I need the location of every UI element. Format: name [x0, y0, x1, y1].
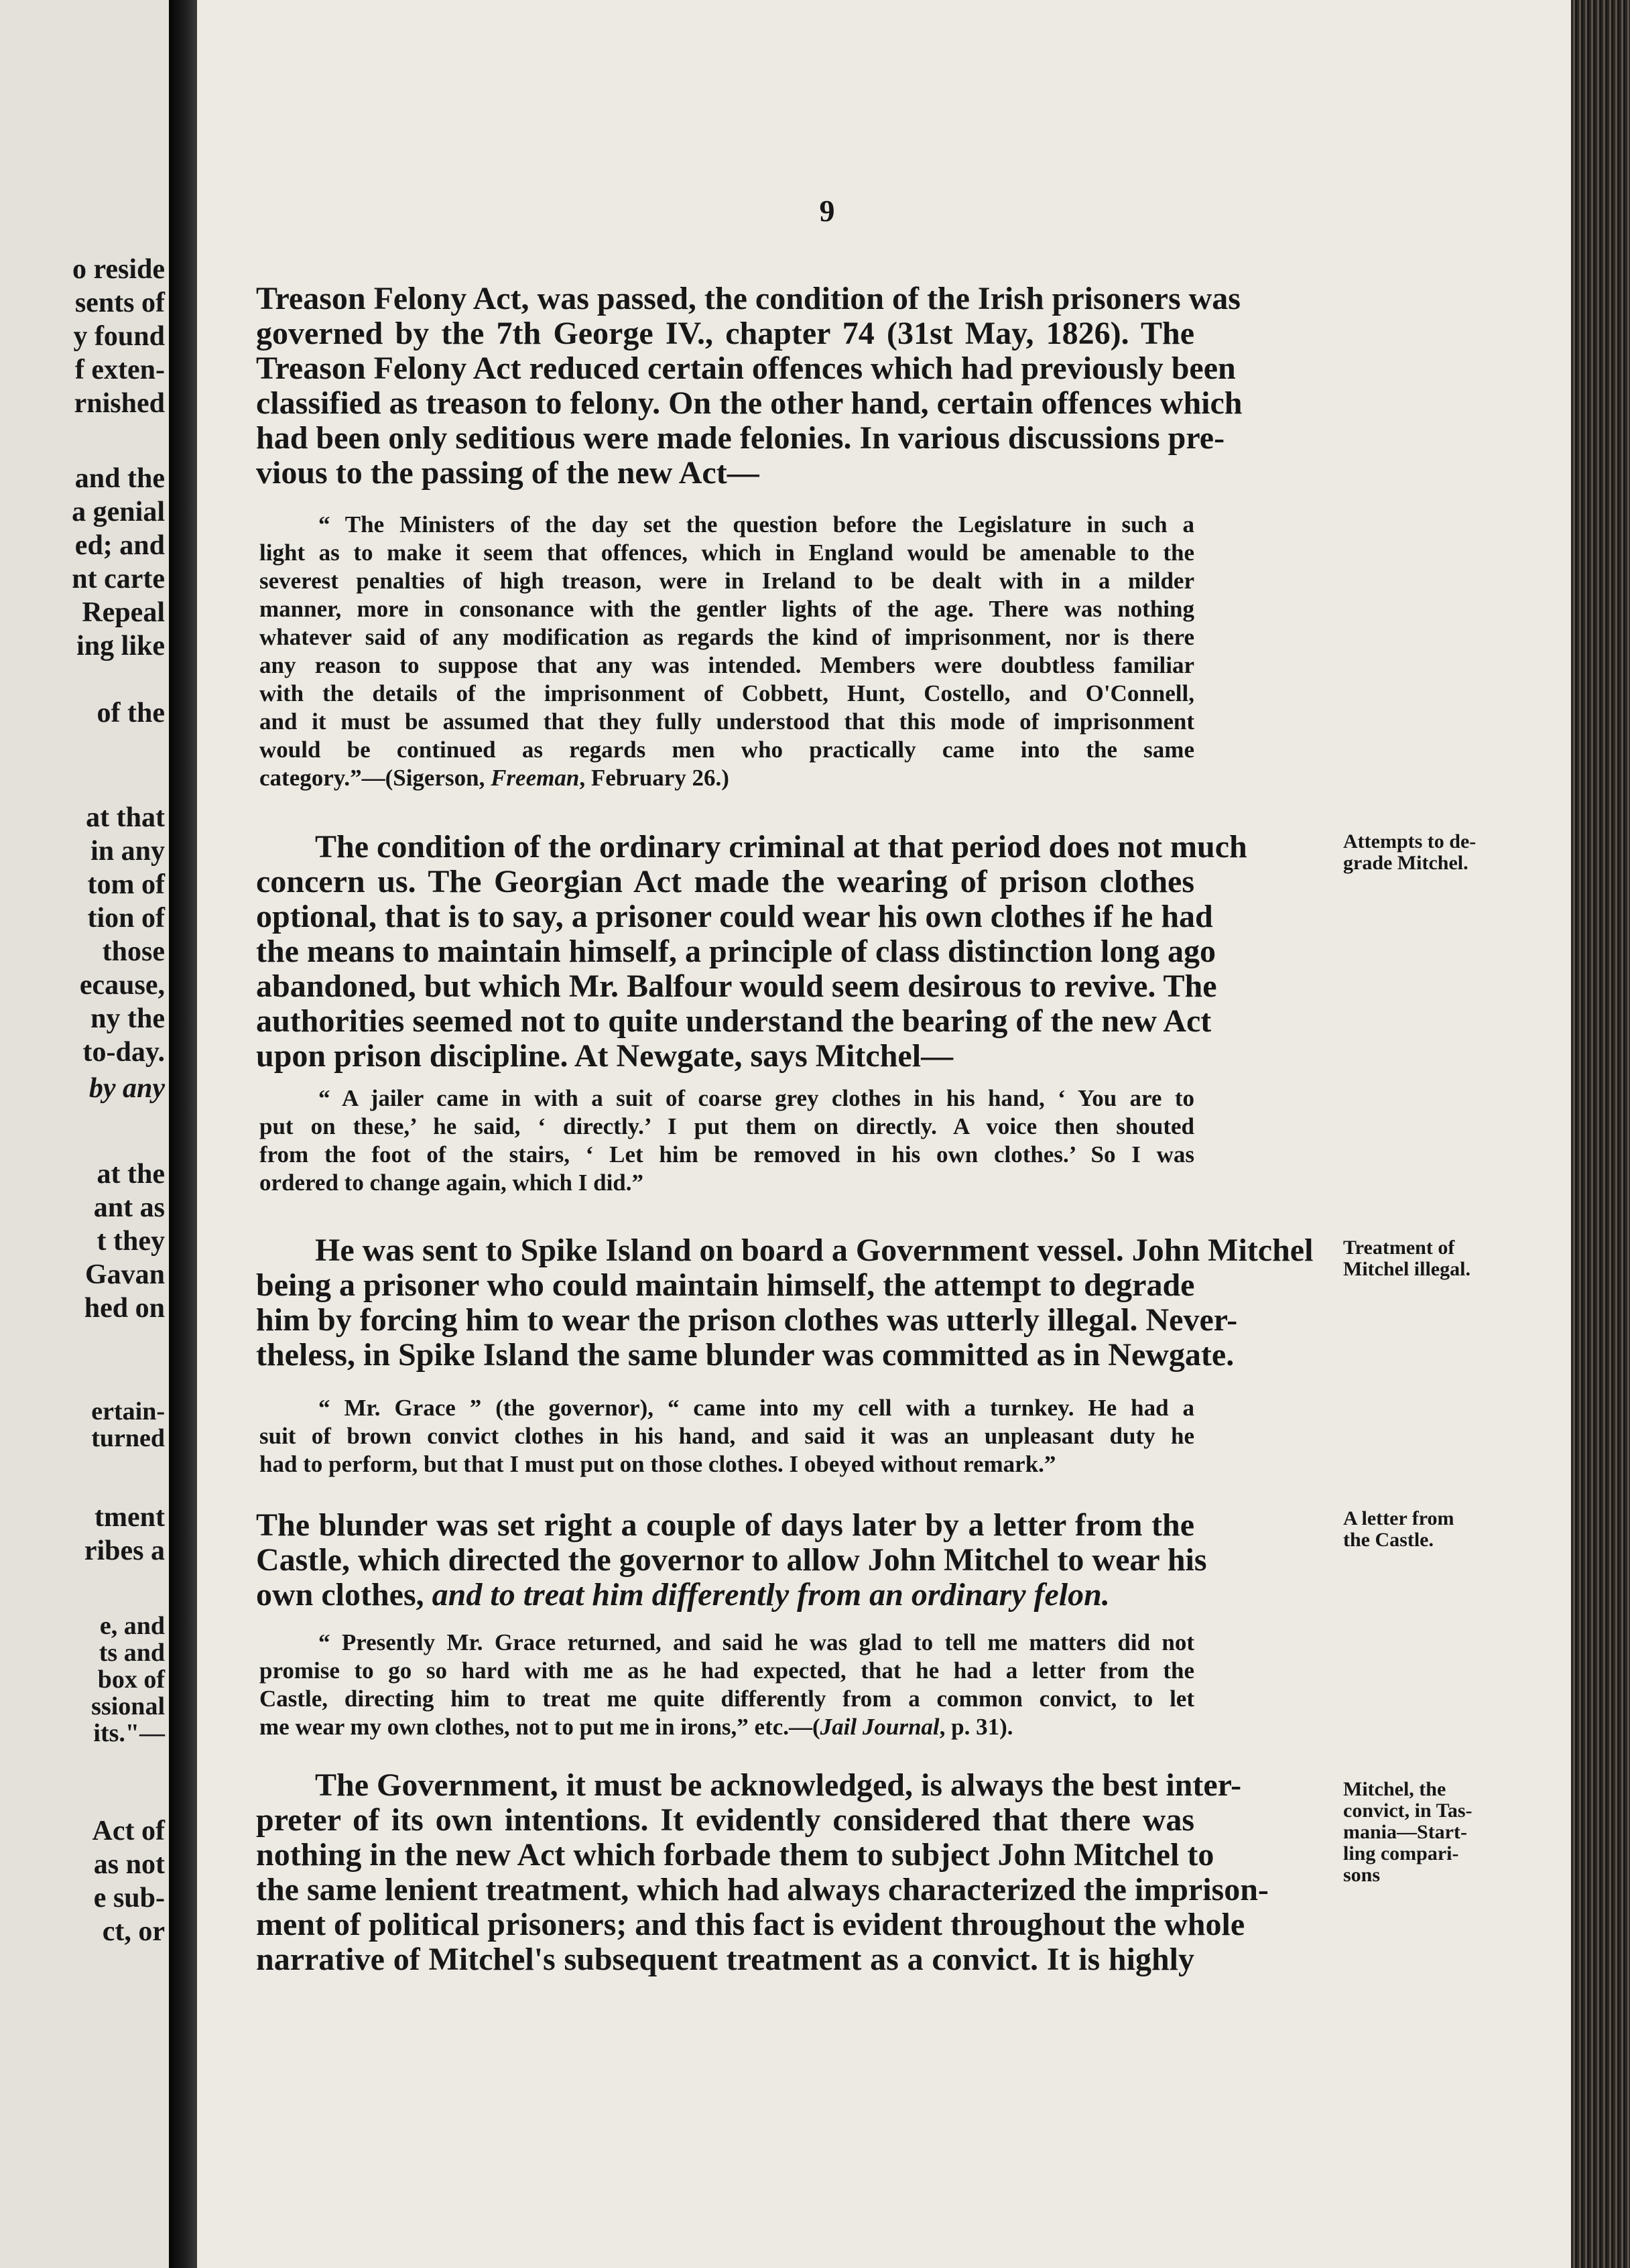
left-page-fragment: of the — [97, 698, 165, 729]
paragraph-line: upon prison discipline. At Newgate, says Mitchel— — [256, 1038, 954, 1074]
left-page-fragment: Gavan — [84, 1259, 165, 1290]
paragraph-line: preter of its own intentions. It evidently considered that there was — [256, 1802, 1194, 1838]
paragraph-line: classified as treason to felony. On the other hand, certain offences which — [256, 385, 1243, 421]
paragraph-line: optional, that is to say, a prisoner could wear his own clothes if he had — [256, 899, 1213, 934]
left-page-fragment: ing like — [76, 631, 165, 662]
quotation-line: me wear my own clothes, not to put me in irons,” etc.—(Jail Journal, p. 31). — [259, 1714, 1013, 1740]
quotation-line: and it must be assumed that they fully understood that this mode of imprisonment — [259, 708, 1194, 735]
quotation-line: put on these,’ he said, ‘ directly.’ I put them on directly. A voice then shouted — [259, 1113, 1194, 1139]
paragraph-line: governed by the 7th George IV., chapter 74 (31st May, 1826). The — [256, 316, 1194, 351]
quotation-line: category.”—(Sigerson, Freeman, February 26.) — [259, 765, 729, 791]
paragraph-line: ment of political prisoners; and this fact is evident throughout the whole — [256, 1907, 1245, 1942]
quotation-line: “ The Ministers of the day set the question before the Legislature in such a — [318, 511, 1194, 538]
quotation-line: “ A jailer came in with a suit of coarse grey clothes in his hand, ‘ You are to — [318, 1085, 1194, 1111]
page-edges — [1571, 0, 1630, 2268]
left-page-fragment: rnished — [74, 388, 165, 419]
left-page-fragment: ts and — [99, 1639, 165, 1667]
paragraph-line: the means to maintain himself, a principle of class distinction long ago — [256, 934, 1216, 969]
page-number: 9 — [819, 194, 835, 228]
paragraph-line: narrative of Mitchel's subsequent treatment as a convict. It is highly — [256, 1942, 1194, 1977]
left-page-fragment: ant as — [93, 1192, 165, 1223]
margin-note: Attempts to de- grade Mitchel. — [1343, 830, 1477, 874]
quotation-line: from the foot of the stairs, ‘ Let him be removed in his own clothes.’ So I was — [259, 1141, 1194, 1168]
left-page-fragment: by any — [88, 1073, 165, 1104]
paragraph-line: Treason Felony Act, was passed, the condition of the Irish prisoners was — [256, 281, 1241, 316]
left-page-fragment: Repeal — [82, 597, 165, 628]
margin-note: A letter from the Castle. — [1343, 1507, 1454, 1551]
left-page-fragment: e, and — [99, 1612, 165, 1640]
left-page-fragment: at the — [97, 1159, 165, 1190]
quotation-line: “ Presently Mr. Grace returned, and said he was glad to tell me matters did not — [318, 1629, 1194, 1655]
paragraph-line: abandoned, but which Mr. Balfour would seem desirous to revive. The — [256, 968, 1217, 1004]
left-page-fragment: a genial — [72, 497, 165, 527]
paragraph-line: being a prisoner who could maintain himself, the attempt to degrade — [256, 1267, 1195, 1303]
left-page-fragment: ecause, — [79, 970, 165, 1001]
quotation-line: suit of brown convict clothes in his hand, and said it was an unpleasant duty he — [259, 1423, 1194, 1449]
paragraph-line: He was sent to Spike Island on board a Government vessel. John Mitchel — [315, 1233, 1314, 1268]
paragraph-line: vious to the passing of the new Act— — [256, 455, 759, 491]
quotation-line: ordered to change again, which I did.” — [259, 1170, 644, 1196]
paragraph-line: own clothes, and to treat him differently from an ordinary felon. — [256, 1577, 1110, 1613]
quotation-line: would be continued as regards men who practically came into the same — [259, 737, 1194, 763]
left-page-fragment: at that — [86, 802, 165, 833]
paragraph-line: nothing in the new Act which forbade them to subject John Mitchel to — [256, 1837, 1214, 1873]
left-page-fragment: ed; and — [74, 530, 165, 561]
paragraph-line: The Government, it must be acknowledged, is always the best inter- — [315, 1767, 1242, 1803]
left-page-fragment: to-day. — [82, 1037, 165, 1068]
quotation-line: with the details of the imprisonment of Cobbett, Hunt, Costello, and O'Connell, — [259, 680, 1194, 706]
left-page-fragment: its."— — [93, 1719, 165, 1747]
quotation-line: Castle, directing him to treat me quite differently from a common convict, to let — [259, 1686, 1194, 1712]
paragraph-line: Treason Felony Act reduced certain offences which had previously been — [256, 351, 1236, 386]
left-page-fragment: y found — [73, 321, 165, 352]
left-page-fragment: those — [102, 936, 165, 967]
left-page-fragment: ny the — [90, 1003, 165, 1034]
left-page-fragment: hed on — [84, 1293, 165, 1324]
left-page-fragment: and the — [74, 463, 165, 494]
left-page-fragment: Act of — [92, 1816, 165, 1846]
quotation-line: whatever said of any modification as regards the kind of imprisonment, nor is there — [259, 624, 1194, 650]
left-page-fragment: ct, or — [102, 1916, 165, 1947]
quotation-line: had to perform, but that I must put on those clothes. I obeyed without remark.” — [259, 1451, 1056, 1477]
paragraph-line: The blunder was set right a couple of days later by a letter from the — [256, 1507, 1194, 1543]
left-page-fragment: turned — [91, 1424, 165, 1452]
left-page-fragment: nt carte — [72, 564, 165, 594]
page-content — [197, 0, 1571, 2268]
left-page-fragment: f exten- — [74, 355, 165, 385]
left-page-fragment: t they — [97, 1226, 165, 1257]
left-page-fragment: in any — [90, 836, 165, 867]
paragraph-line: authorities seemed not to quite understand the bearing of the new Act — [256, 1003, 1212, 1039]
left-page-fragment: o reside — [72, 254, 165, 285]
left-page-fragment: tment — [95, 1502, 165, 1533]
left-page-fragment: box of — [97, 1665, 165, 1694]
paragraph-line: had been only seditious were made felonies. In various discussions pre- — [256, 420, 1225, 456]
quotation-line: “ Mr. Grace ” (the governor), “ came into my cell with a turnkey. He had a — [318, 1395, 1194, 1421]
left-page-fragment: e sub- — [93, 1883, 165, 1913]
paragraph-line: Castle, which directed the governor to allow John Mitchel to wear his — [256, 1542, 1207, 1578]
quotation-line: any reason to suppose that any was intended. Members were doubtless familiar — [259, 652, 1194, 678]
left-page-fragment: tom of — [87, 869, 165, 900]
quotation-line: light as to make it seem that offences, which in England would be amenable to the — [259, 540, 1194, 566]
paragraph-line: theless, in Spike Island the same blunder was committed as in Newgate. — [256, 1337, 1235, 1373]
paragraph-line: The condition of the ordinary criminal at that period does not much — [315, 829, 1247, 865]
quotation-line: severest penalties of high treason, were in Ireland to be dealt with in a milder — [259, 568, 1194, 594]
left-page-fragment: tion of — [87, 903, 165, 934]
main-page — [197, 0, 1571, 2268]
margin-note: Mitchel, the convict, in Tas- mania—Start- ling compari- sons — [1343, 1778, 1472, 1886]
paragraph-line: the same lenient treatment, which had always characterized the imprison- — [256, 1872, 1269, 1907]
book-gutter — [169, 0, 197, 2268]
quotation-line: manner, more in consonance with the gentler lights of the age. There was nothing — [259, 596, 1194, 622]
quotation-line: promise to go so hard with me as he had expected, that he had a letter from the — [259, 1657, 1194, 1684]
left-page-fragment: ssional — [91, 1692, 165, 1720]
left-page-edge — [0, 0, 169, 2268]
left-page-fragment: ertain- — [91, 1397, 165, 1426]
left-page-fragment: ribes a — [84, 1535, 165, 1566]
left-page-fragment: sents of — [74, 288, 165, 318]
margin-note: Treatment of Mitchel illegal. — [1343, 1237, 1470, 1280]
paragraph-line: him by forcing him to wear the prison clothes was utterly illegal. Never- — [256, 1302, 1238, 1338]
left-page-fragment: as not — [93, 1849, 165, 1880]
paragraph-line: concern us. The Georgian Act made the wearing of prison clothes — [256, 864, 1194, 899]
